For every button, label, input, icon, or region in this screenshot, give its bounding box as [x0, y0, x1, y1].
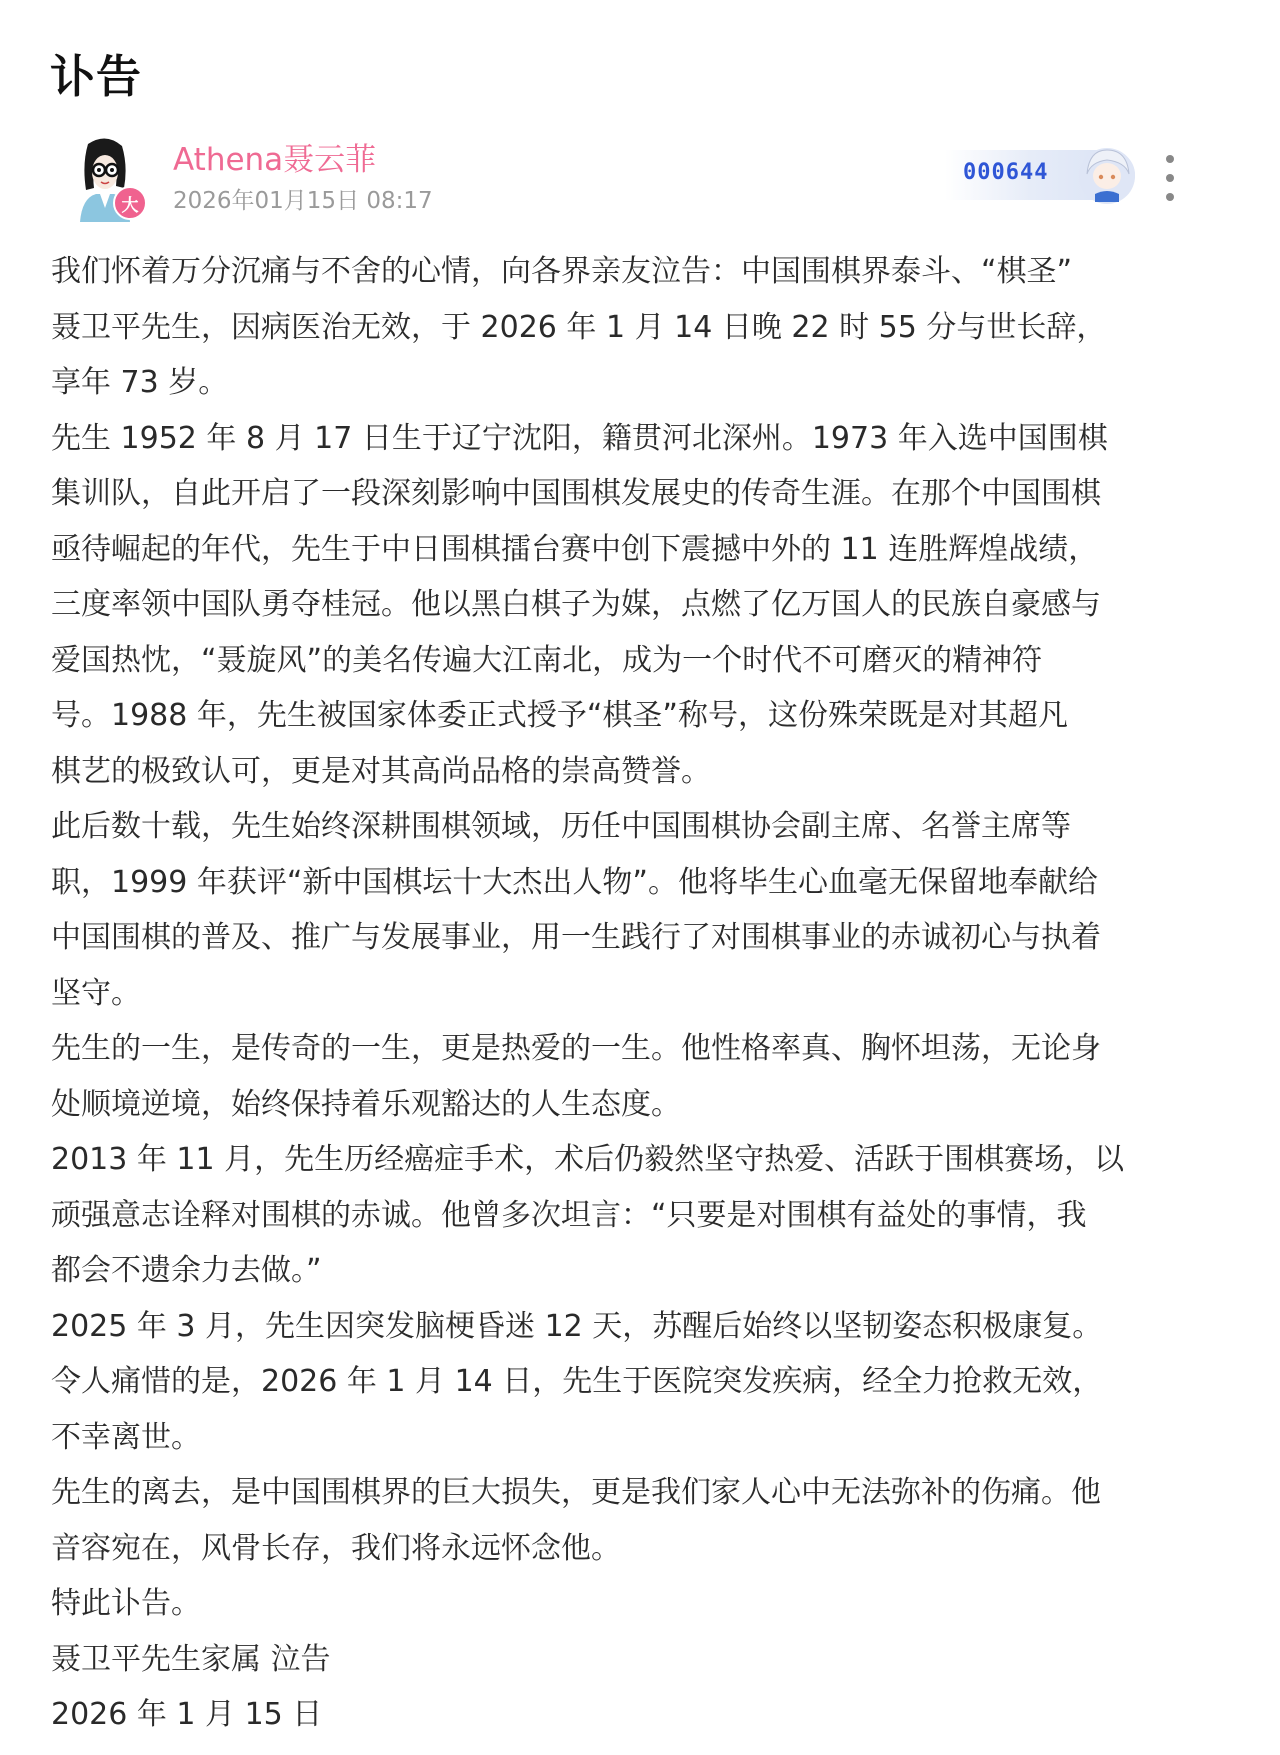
anime-character-icon [1075, 144, 1135, 206]
body-line: 都会不遗余力去做。” [51, 1253, 322, 1288]
fan-number-badge[interactable] [945, 150, 1135, 200]
body-line: 处顺境逆境，始终保持着乐观豁达的人生态度。 [51, 1086, 681, 1122]
body-line: 中国围棋的普及、推广与发展事业，用一生践行了对围棋事业的赤诚初心与执着 [51, 920, 1101, 955]
post-title: 讣告 [50, 50, 143, 103]
more-dot-icon [1166, 193, 1174, 201]
fan-number: 000644 [963, 160, 1049, 185]
body-line: 集训队，自此开启了一段深刻影响中国围棋发展史的传奇生涯。在那个中国围棋 [51, 476, 1101, 511]
body-line: 2013 年 11 月，先生历经癌症手术，术后仍毅然坚守热爱、活跃于围棋赛场，以 [51, 1142, 1125, 1177]
body-line: 令人痛惜的是，2026 年 1 月 14 日，先生于医院突发疾病，经全力抢救无效， [51, 1364, 1103, 1399]
body-line: 我们怀着万分沉痛与不舍的心情，向各界亲友泣告：中国围棋界泰斗、“棋圣” [51, 254, 1073, 289]
body-line: 职，1999 年获评“新中国棋坛十大杰出人物”。他将毕生心血毫无保留地奉献给 [51, 864, 1098, 900]
body-line: 顽强意志诠释对围棋的赤诚。他曾多次坦言：“只要是对围棋有益处的事情，我 [51, 1197, 1087, 1233]
date-line: 2026 年 1 月 15 日 [51, 1697, 323, 1732]
avatar-vip-badge: 大 [113, 186, 147, 220]
more-options-button[interactable] [1160, 155, 1180, 201]
body-line: 爱国热忱，“聂旋风”的美名传遍大江南北，成为一个时代不可磨灭的精神符 [51, 642, 1043, 678]
body-line: 此后数十载，先生始终深耕围棋领域，历任中国围棋协会副主席、名誉主席等 [51, 809, 1071, 844]
body-line: 特此讣告。 [51, 1586, 201, 1621]
body-line: 三度率领中国队勇夺桂冠。他以黑白棋子为媒，点燃了亿万国人的民族自豪感与 [51, 587, 1101, 622]
body-line: 棋艺的极致认可，更是对其高尚品格的崇高赞誉。 [51, 753, 711, 789]
body-line: 亟待崛起的年代，先生于中日围棋擂台赛中创下震撼中外的 11 连胜辉煌战绩， [51, 531, 1099, 567]
body-line: 先生的一生，是传奇的一生，更是热爱的一生。他性格率真、胸怀坦荡，无论身 [51, 1031, 1101, 1066]
body-line: 音容宛在，风骨长存，我们将永远怀念他。 [51, 1530, 621, 1566]
post-timestamp: 2026年01月15日 08:17 [173, 188, 433, 214]
body-line: 坚守。 [51, 975, 141, 1011]
body-line: 号。1988 年，先生被国家体委正式授予“棋圣”称号，这份殊荣既是对其超凡 [51, 698, 1068, 733]
body-line: 聂卫平先生，因病医治无效，于 2026 年 1 月 14 日晚 22 时 55 分与世长辞， [51, 309, 1107, 345]
more-dot-icon [1166, 174, 1174, 182]
more-dot-icon [1166, 155, 1174, 163]
post-body [51, 244, 1251, 1743]
body-line: 2025 年 3 月，先生因突发脑梗昏迷 12 天，苏醒后始终以坚韧姿态积极康复。 [51, 1308, 1103, 1344]
signature-line: 聂卫平先生家属 泣告 [51, 1641, 331, 1677]
author-name[interactable]: Athena聂云菲 [173, 142, 377, 178]
body-line: 先生的离去，是中国围棋界的巨大损失，更是我们家人心中无法弥补的伤痛。他 [51, 1475, 1101, 1510]
author-header [0, 130, 1280, 230]
body-line: 享年 73 岁。 [51, 365, 229, 400]
body-line: 先生 1952 年 8 月 17 日生于辽宁沈阳，籍贯河北深州。1973 年入选中国围棋 [51, 420, 1108, 456]
body-line: 不幸离世。 [51, 1419, 201, 1455]
